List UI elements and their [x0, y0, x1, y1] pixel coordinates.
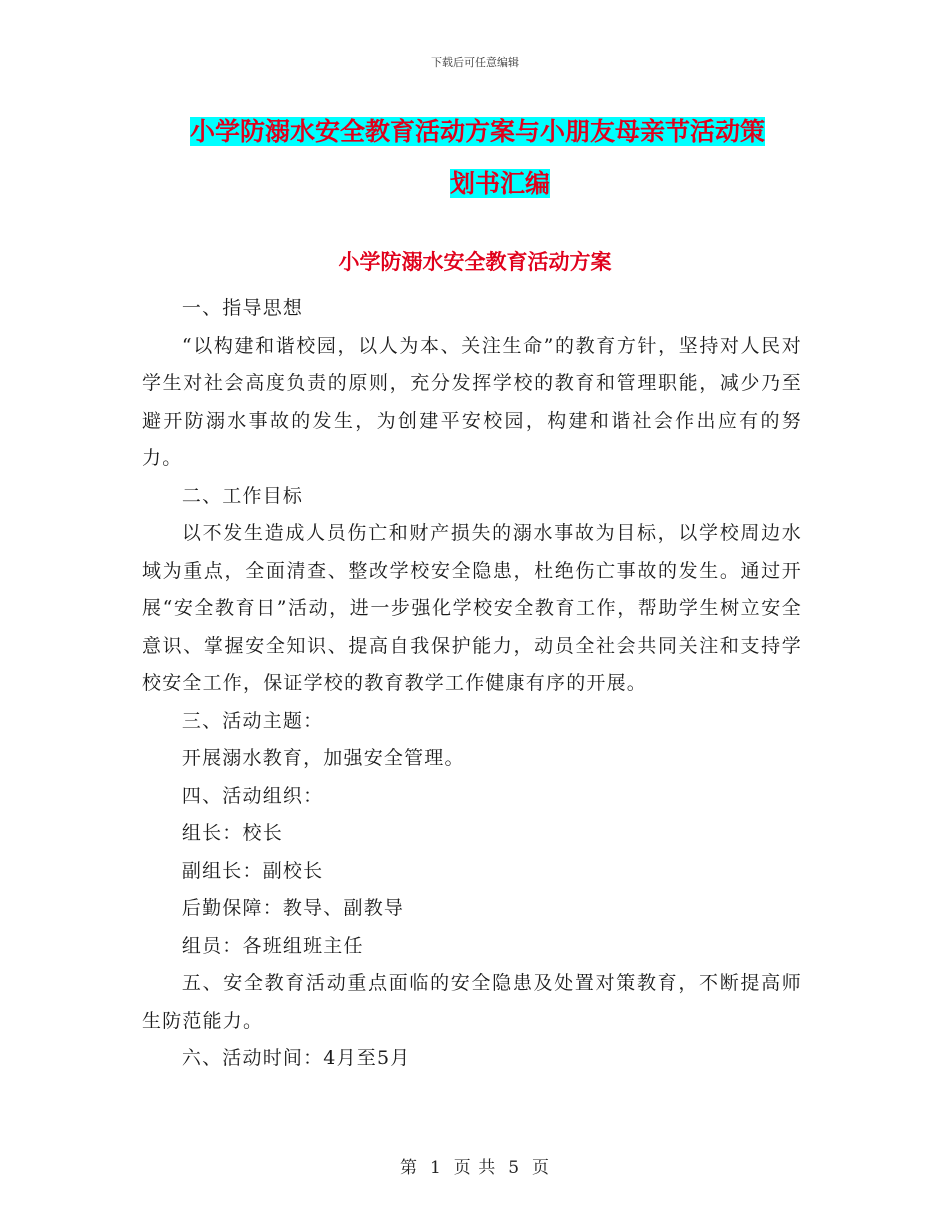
footer-page-number: 1	[429, 1158, 442, 1178]
paragraph: 开展溺水教育，加强安全管理。	[181, 747, 465, 769]
paragraph: “以构建和谐校园，以人为本、关注生命”的教育方针，坚持对人民对学生对社会高度负责的原则，充分发挥学校的教育和管理职能，减少乃至避开防溺水事故的发生，为创建平安校园，构建和谐社会作出应有的努力。	[142, 334, 802, 469]
footer-suffix: 页	[532, 1158, 551, 1178]
paragraph: 组员：各班组班主任	[181, 934, 364, 957]
paragraph: 以不发生造成人员伤亡和财产损失的溺水事故为目标，以学校周边水域为重点，全面清查、整改学校安全隐患，杜绝伤亡事故的发生。通过开展“安全教育日”活动，进一步强化学校安全教育工作，帮助学生树立安全意识、掌握安全知识、提高自我保护能力，动员全社会共同关注和支持学校安全工作，保证学校的教育教学工作健康有序的开展。	[142, 522, 802, 694]
document-title	[190, 106, 810, 210]
paragraph: 后勤保障：教导、副教导	[181, 897, 405, 919]
paragraph: 二、工作目标	[181, 484, 304, 507]
paragraph: 三、活动主题：	[181, 709, 324, 732]
footer-mid: 页 共	[453, 1158, 497, 1178]
title-line-1: 小学防溺水安全教育活动方案与小朋友母亲节活动策	[190, 117, 766, 146]
paragraph: 五、安全教育活动重点面临的安全隐患及处置对策教育，不断提高师生防范能力。	[142, 972, 802, 1032]
page-footer	[0, 1153, 950, 1178]
header-note: 下载后可任意编辑	[431, 56, 519, 69]
paragraph: 副组长：副校长	[181, 859, 324, 882]
paragraph: 一、指导思想	[181, 297, 304, 319]
paragraph: 组长：校长	[181, 822, 283, 844]
title-line-2-wrapper	[190, 158, 810, 210]
title-line-2: 划书汇编	[449, 169, 550, 198]
paragraph: 四、活动组织：	[181, 784, 324, 807]
paragraph: 六、活动时间：4月至5月	[181, 1047, 411, 1069]
document-body	[142, 290, 802, 1078]
footer-total-pages: 5	[508, 1158, 521, 1178]
section-title: 小学防溺水安全教育活动方案	[338, 250, 612, 274]
footer-prefix: 第	[399, 1158, 418, 1178]
